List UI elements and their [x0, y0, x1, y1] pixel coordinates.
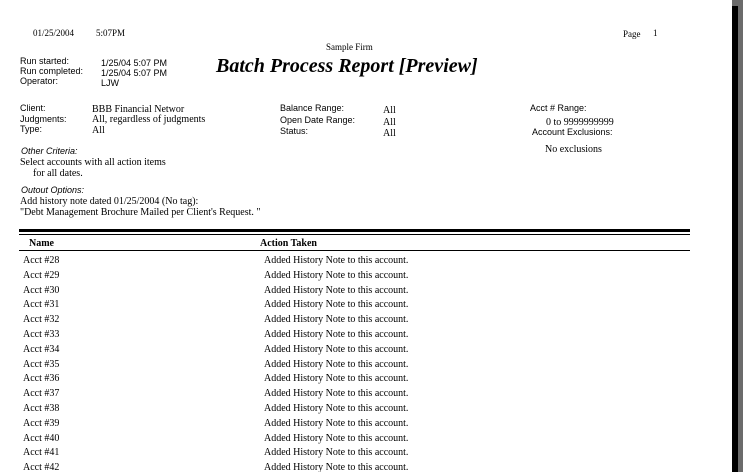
table-row-name: Acct #34	[23, 343, 60, 355]
operator-value: LJW	[101, 78, 119, 88]
table-row-action: Added History Note to this account.	[264, 417, 409, 429]
type-value: All	[92, 125, 105, 136]
open-date-range-value: All	[383, 117, 396, 128]
output-options-label: Outout Options:	[21, 185, 85, 195]
table-top-rule-thick	[19, 229, 690, 232]
other-criteria-label: Other Criteria:	[21, 146, 78, 156]
type-label: Type:	[20, 124, 43, 134]
page-number: 1	[653, 28, 658, 38]
table-row-action: Added History Note to this account.	[264, 403, 409, 414]
operator-label: Operator:	[20, 76, 59, 86]
other-criteria-line2: for all dates.	[33, 168, 83, 179]
other-criteria-line1: Select accounts with all action items	[20, 157, 166, 168]
table-row-action: Added History Note to this account.	[264, 358, 409, 370]
table-row-name: Acct #32	[23, 314, 60, 326]
balance-range-value: All	[383, 105, 396, 116]
acct-range-value: 0 to 9999999999	[546, 117, 614, 128]
report-title: Batch Process Report [Preview]	[216, 55, 478, 77]
table-row-action: Added History Note to this account.	[264, 284, 409, 296]
table-row-action: Added History Note to this account.	[264, 314, 409, 326]
table-row-action: Added History Note to this account.	[264, 388, 409, 400]
table-row-action: Added History Note to this account.	[264, 269, 409, 281]
table-row-name: Acct #35	[23, 358, 60, 370]
open-date-range-label: Open Date Range:	[280, 115, 356, 125]
page-shadow	[732, 6, 738, 472]
table-row-action: Added History Note to this account.	[264, 462, 409, 472]
table-header-rule	[19, 250, 690, 251]
table-row-name: Acct #37	[23, 388, 60, 400]
judgments-value: All, regardless of judgments	[92, 114, 206, 125]
output-options-line1: Add history note dated 01/25/2004 (No tag):	[20, 196, 199, 207]
table-row-action: Added History Note to this account.	[264, 299, 409, 311]
table-row-name: Acct #28	[23, 255, 60, 266]
output-options-line2: "Debt Management Brochure Mailed per Client's Request. "	[20, 207, 261, 218]
run-started-value: 1/25/04 5:07 PM	[101, 58, 168, 68]
run-completed-value: 1/25/04 5:07 PM	[101, 68, 168, 78]
page-label: Page	[623, 29, 641, 39]
acct-exclusions-value: No exclusions	[545, 144, 602, 155]
table-row-name: Acct #39	[23, 417, 60, 429]
table-row-name: Acct #42	[23, 462, 60, 472]
table-row-name: Acct #36	[23, 373, 60, 385]
table-row-action: Added History Note to this account.	[264, 255, 409, 266]
table-row-name: Acct #29	[23, 269, 60, 281]
column-header-name: Name	[29, 238, 54, 249]
report-time: 5:07PM	[96, 28, 126, 38]
table-row-name: Acct #40	[23, 432, 60, 444]
client-value: BBB Financial Networ	[92, 104, 185, 115]
client-label: Client:	[20, 103, 46, 113]
table-row-name: Acct #38	[23, 403, 60, 414]
table-row-action: Added History Note to this account.	[264, 432, 409, 444]
table-row-action: Added History Note to this account.	[264, 373, 409, 385]
table-row-name: Acct #41	[23, 447, 60, 459]
acct-exclusions-label: Account Exclusions:	[532, 127, 613, 137]
status-value: All	[383, 128, 396, 139]
column-header-action: Action Taken	[260, 238, 317, 249]
table-row-action: Added History Note to this account.	[264, 343, 409, 355]
status-label: Status:	[280, 126, 309, 136]
table-row-name: Acct #30	[23, 284, 60, 296]
firm-name: Sample Firm	[326, 42, 373, 52]
table-row-action: Added History Note to this account.	[264, 329, 409, 340]
table-row-name: Acct #33	[23, 329, 60, 340]
run-completed-label: Run completed:	[20, 66, 84, 76]
run-started-label: Run started:	[20, 56, 70, 66]
table-row-name: Acct #31	[23, 299, 60, 311]
table-row-action: Added History Note to this account.	[264, 447, 409, 459]
table-top-rule-thin	[19, 234, 690, 235]
balance-range-label: Balance Range:	[280, 103, 345, 113]
acct-range-label: Acct # Range:	[530, 103, 587, 113]
report-date: 01/25/2004	[33, 28, 75, 38]
judgments-label: Judgments:	[20, 114, 67, 124]
